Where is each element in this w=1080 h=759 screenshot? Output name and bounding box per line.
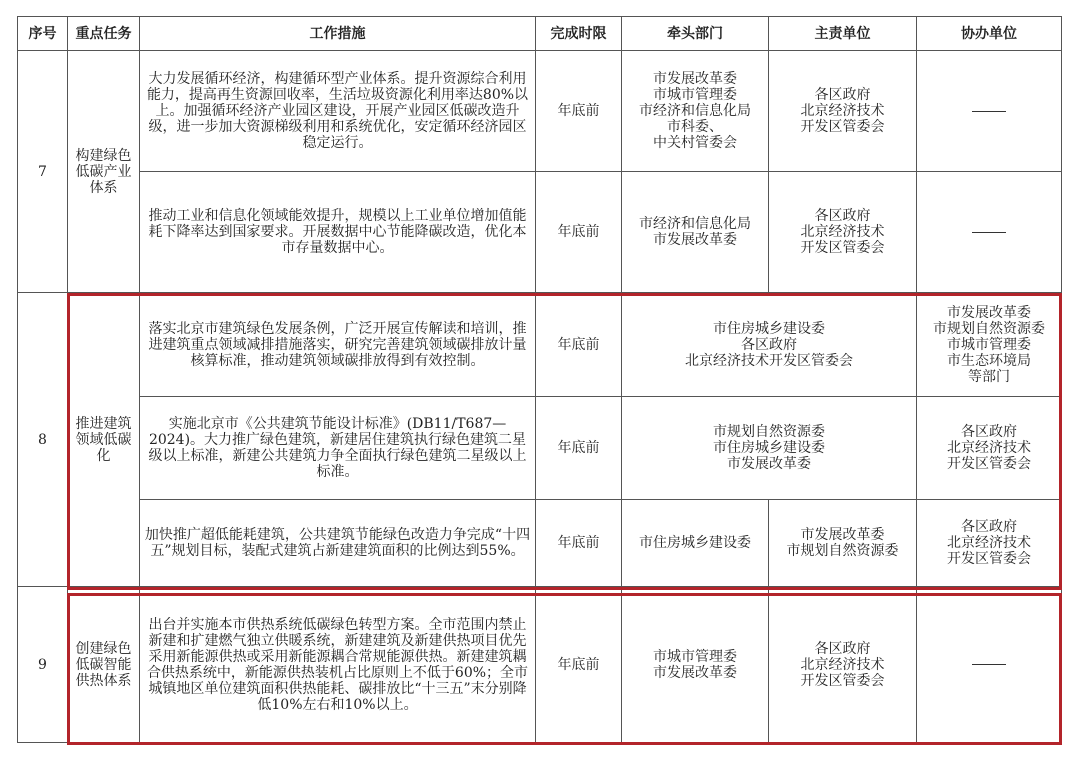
lead-line: 市发展改革委 [653,71,737,87]
lead-line: 市城市管理委 [653,87,737,103]
seq-cell: 9 [18,587,68,743]
main-line: 市规划自然资源委 [786,543,899,559]
lead-main-line: 市住房城乡建设委 [713,440,825,456]
lead-cell [622,172,769,293]
measure-cell: 出台并实施本市供热系统低碳绿色转型方案。全市范围内禁止新建和扩建燃气独立供暖系统，新建建筑及新建供热项目优先采用新能源供热或采用新能源耦合常规能源供热。新建建筑耦合供热系统中，新能源供热装机占比原则上不低于60%；全市城镇地区单位建筑面积供热能耗、碳排放比“十三五”末分别降低10%左右和10%以上。 [140,587,536,743]
lead-main-cell [622,397,917,500]
assist-cell [917,172,1062,293]
header-assist: 协办单位 [917,17,1062,51]
assist-line: 开发区管委会 [947,456,1031,472]
lead-cell [622,51,769,172]
header-measure: 工作措施 [140,17,536,51]
seq-cell: 7 [18,51,68,293]
assist-cell [917,587,1062,743]
policy-table [17,16,1062,743]
header-deadline: 完成时限 [536,17,622,51]
deadline-cell: 年底前 [536,587,622,743]
measure-cell: 实施北京市《公共建筑节能设计标准》(DB11/T687—2024)。大力推广绿色建筑，新建居住建筑执行绿色建筑二星级以上标准，新建公共建筑力争全面执行绿色建筑二星级以上标准。 [140,397,536,500]
table-row [18,293,1062,397]
main-line: 市发展改革委 [800,527,885,543]
assist-line: 各区政府 [961,519,1017,535]
main-cell [769,500,917,587]
deadline-cell: 年底前 [536,293,622,397]
lead-line: 市经济和信息化局 [639,103,751,119]
table-row [18,397,1062,500]
header-lead: 牵头部门 [622,17,769,51]
lead-main-cell [622,293,917,397]
main-line: 各区政府 [814,208,871,224]
lead-main-line: 北京经济技术开发区管委会 [685,352,853,369]
measure-cell: 推动工业和信息化领域能效提升，规模以上工业单位增加值能耗下降率达到国家要求。开展数据中心节能降碳改造，优化本市存量数据中心。 [140,172,536,293]
assist-line: 北京经济技术 [947,440,1031,456]
deadline-cell: 年底前 [536,397,622,500]
lead-line: 市住房城乡建设委 [639,535,751,551]
main-line: 北京经济技术 [800,224,885,240]
table-row [18,500,1062,587]
lead-line: 中关村管委会 [653,135,737,151]
task-cell: 构建绿色低碳产业体系 [68,51,140,293]
main-cell [769,587,917,743]
measure-cell: 加快推广超低能耗建筑，公共建筑节能绿色改造力争完成“十四五”规划目标，装配式建筑占新建建筑面积的比例达到55%。 [140,500,536,587]
lead-main-line: 市发展改革委 [727,456,811,472]
assist-line: 市生态环境局 [947,352,1031,369]
main-line: 开发区管委会 [800,672,885,689]
lead-line: 市发展改革委 [653,232,737,248]
assist-line: 开发区管委会 [947,551,1031,567]
assist-line: 市规划自然资源委 [933,320,1045,337]
header-row [18,17,1062,51]
table-row [18,587,1062,743]
assist-line: 市发展改革委 [947,304,1031,321]
deadline-cell: 年底前 [536,51,622,172]
header-main: 主责单位 [769,17,917,51]
task-cell: 推进建筑领域低碳化 [68,293,140,587]
measure-cell: 大力发展循环经济，构建循环型产业体系。提升资源综合利用能力，提高再生资源回收率，生活垃圾资源化利用率达80%以上。加强循环经济产业园区建设，开展产业园区低碳改造升级，进一步加大资源梯级利用和系统优化，安定循环经济园区稳定运行。 [140,51,536,172]
lead-line: 市经济和信息化局 [639,216,751,232]
lead-cell [622,500,769,587]
table-row [18,172,1062,293]
assist-line: 市城市管理委 [947,336,1031,353]
main-line: 开发区管委会 [800,240,885,256]
lead-line: 市科委、 [667,119,723,135]
main-line: 开发区管委会 [800,119,885,135]
assist-cell [917,51,1062,172]
header-seq: 序号 [18,17,68,51]
main-cell [769,51,917,172]
assist-cell [917,293,1062,397]
lead-main-line: 市住房城乡建设委 [713,320,825,337]
deadline-cell: 年底前 [536,500,622,587]
policy-table-container [17,16,1062,743]
assist-cell [917,397,1062,500]
assist-line: 各区政府 [961,424,1017,440]
dash-mark [972,111,1006,112]
lead-main-line: 各区政府 [741,336,797,353]
assist-line: 等部门 [968,368,1010,385]
main-line: 各区政府 [814,87,871,103]
seq-cell: 8 [18,293,68,587]
dash-mark [972,664,1006,665]
main-line: 北京经济技术 [800,656,885,673]
task-cell: 创建绿色低碳智能供热体系 [68,587,140,743]
lead-main-line: 市规划自然资源委 [713,424,825,440]
lead-line: 市发展改革委 [653,664,737,681]
main-line: 北京经济技术 [800,103,885,119]
lead-cell [622,587,769,743]
assist-line: 北京经济技术 [947,535,1031,551]
main-line: 各区政府 [814,640,871,657]
lead-line: 市城市管理委 [653,648,737,665]
assist-cell [917,500,1062,587]
deadline-cell: 年底前 [536,172,622,293]
dash-mark [972,232,1006,233]
table-row [18,51,1062,172]
main-cell [769,172,917,293]
measure-cell: 落实北京市建筑绿色发展条例，广泛开展宣传解读和培训，推进建筑重点领域减排措施落实，研究完善建筑领域碳排放计量核算标准，推动建筑领域碳排放得到有效控制。 [140,293,536,397]
header-task: 重点任务 [68,17,140,51]
